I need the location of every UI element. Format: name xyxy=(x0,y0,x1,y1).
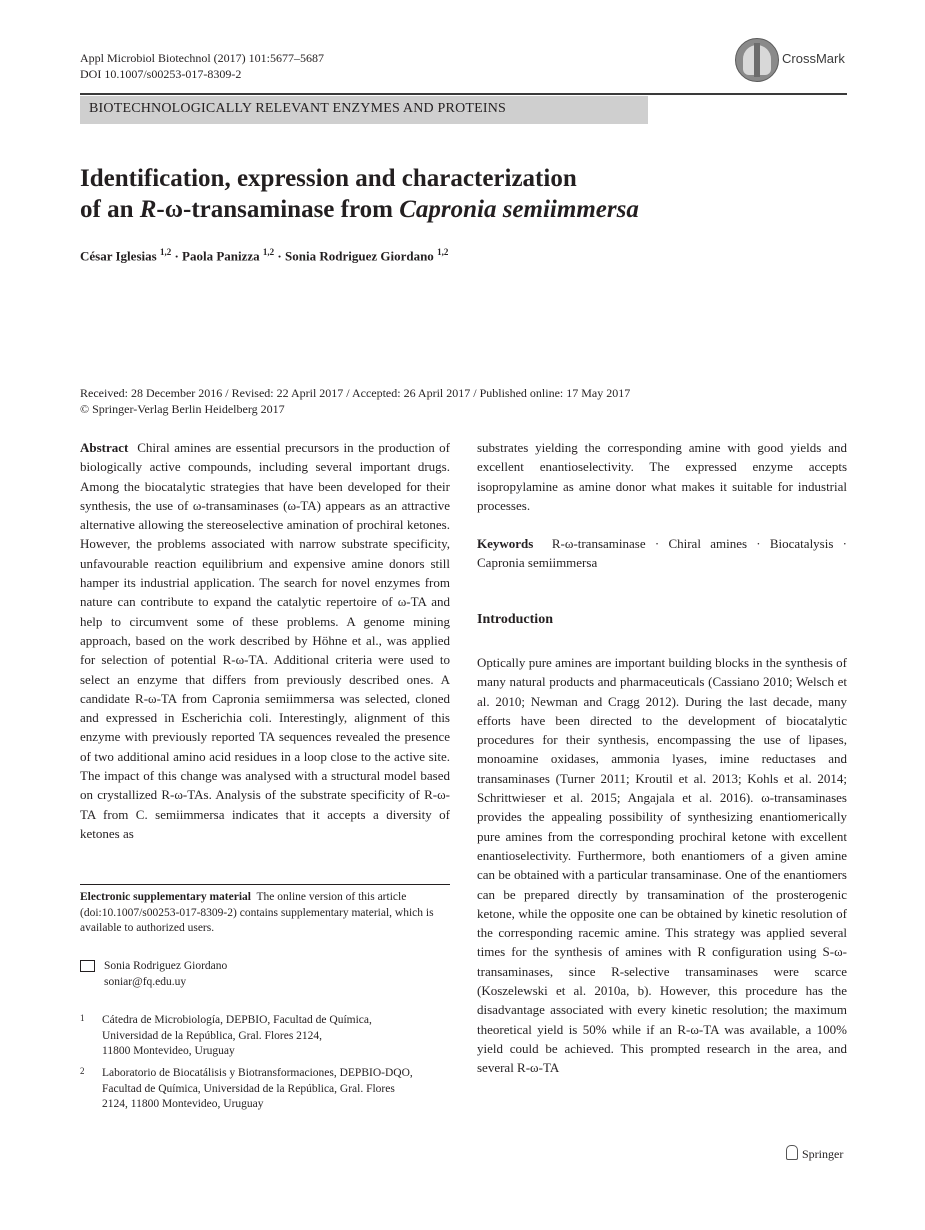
header-rule xyxy=(80,93,847,95)
springer-horse-icon xyxy=(786,1145,798,1160)
contact-email[interactable]: soniar@fq.edu.uy xyxy=(104,975,187,988)
title-line-2: of an R-ω-transaminase from Capronia semiimmersa xyxy=(80,196,639,223)
abstract-text: Chiral amines are essential precursors in the production of biologically active compounds, including several important drugs. Among the biocatalytic strategies that have been developed for their synthesis, the use of ω-transaminases (ω-TA) appears as an attractive alternative allowing the stereoselective amination of prochiral ketones. However, the problems associated with narrow substrate specificity, unfavourable reaction equilibrium and expensive amine donors still hamper its industrial application. The search for novel enzymes from nature can contribute to expand the catalytic repertoire of ω-TA and help to circumvent some of these problems. A genome mining approach, based on the work described by Höhne et al., was applied for selection of potential R-ω-TA. Additional criteria were used to select an enzyme that differs from previously described ones. A candidate R-ω-TA from Capronia semiimmersa was selected, cloned and expressed in Escherichia coli. Interestingly, alignment of this enzyme with previously reported TA sequences revealed the presence of two additional amino acid residues in a loop close to the active site. The impact of this change was analysed with a structural model based on crystallized R-ω-TAs. Analysis of the substrate specificity of R-ω-TA from C. semiimmersa indicates that it accepts a diversity of ketones as xyxy=(80,440,450,841)
keywords-text: R-ω-transaminase · Chiral amines · Biocatalysis · Capronia semiimmersa xyxy=(477,536,847,571)
title-line-1: Identification, expression and characterization xyxy=(80,165,577,192)
envelope-icon xyxy=(80,960,95,972)
supplementary-note xyxy=(80,890,450,937)
abstract-heading: Abstract xyxy=(80,440,129,455)
affiliation-number: 2 xyxy=(80,1066,85,1076)
keywords xyxy=(477,534,847,573)
author-name[interactable]: Paola Panizza xyxy=(182,248,260,264)
dates-line: Received: 28 December 2016 / Revised: 22 April 2017 / Accepted: 26 April 2017 / Published online: 17 May 2017 xyxy=(80,386,631,400)
affiliation-line: Laboratorio de Biocatálisis y Biotransformaciones, DEPBIO-DQO, xyxy=(102,1067,413,1079)
section-banner xyxy=(80,96,648,124)
abstract-continued xyxy=(477,438,847,515)
doi-line[interactable]: DOI 10.1007/s00253-017-8309-2 xyxy=(80,67,242,81)
author-name[interactable]: César Iglesias xyxy=(80,248,157,264)
article-title xyxy=(80,163,780,225)
affiliation-line: Cátedra de Microbiología, DEPBIO, Facultad de Química, xyxy=(102,1014,372,1026)
author-affiliation-sup: 1,2 xyxy=(262,247,275,257)
contact-name: Sonia Rodriguez Giordano xyxy=(104,960,228,972)
affiliation-line: 11800 Montevideo, Uruguay xyxy=(102,1045,235,1057)
journal-citation xyxy=(80,50,324,82)
affiliation-number: 1 xyxy=(80,1013,85,1023)
introduction-text: Optically pure amines are important building blocks in the synthesis of many natural products and pharmaceuticals (Cassiano 2010; Welsch et al. 2010; Newman and Cragg 2012). During the last decade, many efforts have been directed to the development of biocatalytic procedures for their synthesis, encompassing the use of lipases, monoamine oxidases, ammonia lyases, imine reductases and transaminases (Turner 2011; Kroutil et al. 2013; Kohls et al. 2014; Schrittwieser et al. 2015; Angajala et al. 2016). ω-transaminases provides the appealing possibility of synthesizing enantiomerically pure amines from the corresponding prochiral ketone with excellent enantioselectivity. Furthermore, both enantiomers of a given amine can be obtained with a particular transaminase. One of the enantiomers can be prepared directly by transamination of the prosterogenic ketone, while the opposite one can be obtained by kinetic resolution of the corresponding racemic amine. This strategy was applied several times for the synthesis of amines with R configuration using S-ω-transaminases, since R-selective transaminases were scarce (Koszelewski et al. 2010a, b). However, this procedure has the disadvantage associated with every kinetic resolution; the maximum theoretical yield is 50% while if an R-ω-TA was available, a 100% yield could be achieved. This prompted research in the area, and several R-ω-TA xyxy=(477,655,847,1076)
affiliation-line: Universidad de la República, Gral. Flores 2124, xyxy=(102,1029,323,1042)
esm-heading: Electronic supplementary material xyxy=(80,891,251,903)
affiliation-2 xyxy=(80,1066,430,1116)
crossmark-badge[interactable] xyxy=(735,38,847,82)
crossmark-icon xyxy=(735,38,779,82)
affiliation-1 xyxy=(80,1013,430,1063)
publisher-name: Springer xyxy=(802,1147,844,1161)
author-list: César Iglesias $^{1,2}$ · Paola Panizza $^{1,2}$ · Sonia Rodriguez Giordano $^{1,2}$ xyxy=(80,247,449,264)
author-affiliation-sup: 1,2 xyxy=(437,247,449,257)
section-label: BIOTECHNOLOGICALLY RELEVANT ENZYMES AND PROTEINS xyxy=(89,101,507,116)
copyright-line: © Springer-Verlag Berlin Heidelberg 2017 xyxy=(80,402,285,416)
abstract-text-continued: substrates yielding the corresponding amine with good yields and excellent enantioselectivity. The expressed enzyme accepts isopropylamine as amine donor what makes it suitable for industrial processes. xyxy=(477,440,847,513)
author-affiliation-sup: 1,2 xyxy=(159,247,172,257)
keywords-heading: Keywords xyxy=(477,536,534,551)
author-name[interactable]: Sonia Rodriguez Giordano xyxy=(285,248,434,264)
affiliation-line: Facultad de Química, Universidad de la República, Gral. Flores xyxy=(102,1082,395,1095)
esm-text: The online version of this article (doi:10.1007/s00253-017-8309-2) contains supplementary material, which is available to authorized users. xyxy=(80,891,434,934)
footnote-rule xyxy=(80,884,450,885)
affiliation-line: 2124, 11800 Montevideo, Uruguay xyxy=(102,1098,264,1110)
abstract xyxy=(80,438,450,843)
introduction-heading: Introduction xyxy=(477,612,553,627)
publication-history xyxy=(80,385,630,417)
corresponding-author xyxy=(80,959,450,990)
journal-reference: Appl Microbiol Biotechnol (2017) 101:5677–5687 xyxy=(80,51,324,65)
publisher-logo xyxy=(786,1145,843,1162)
crossmark-label: CrossMark xyxy=(782,51,845,66)
